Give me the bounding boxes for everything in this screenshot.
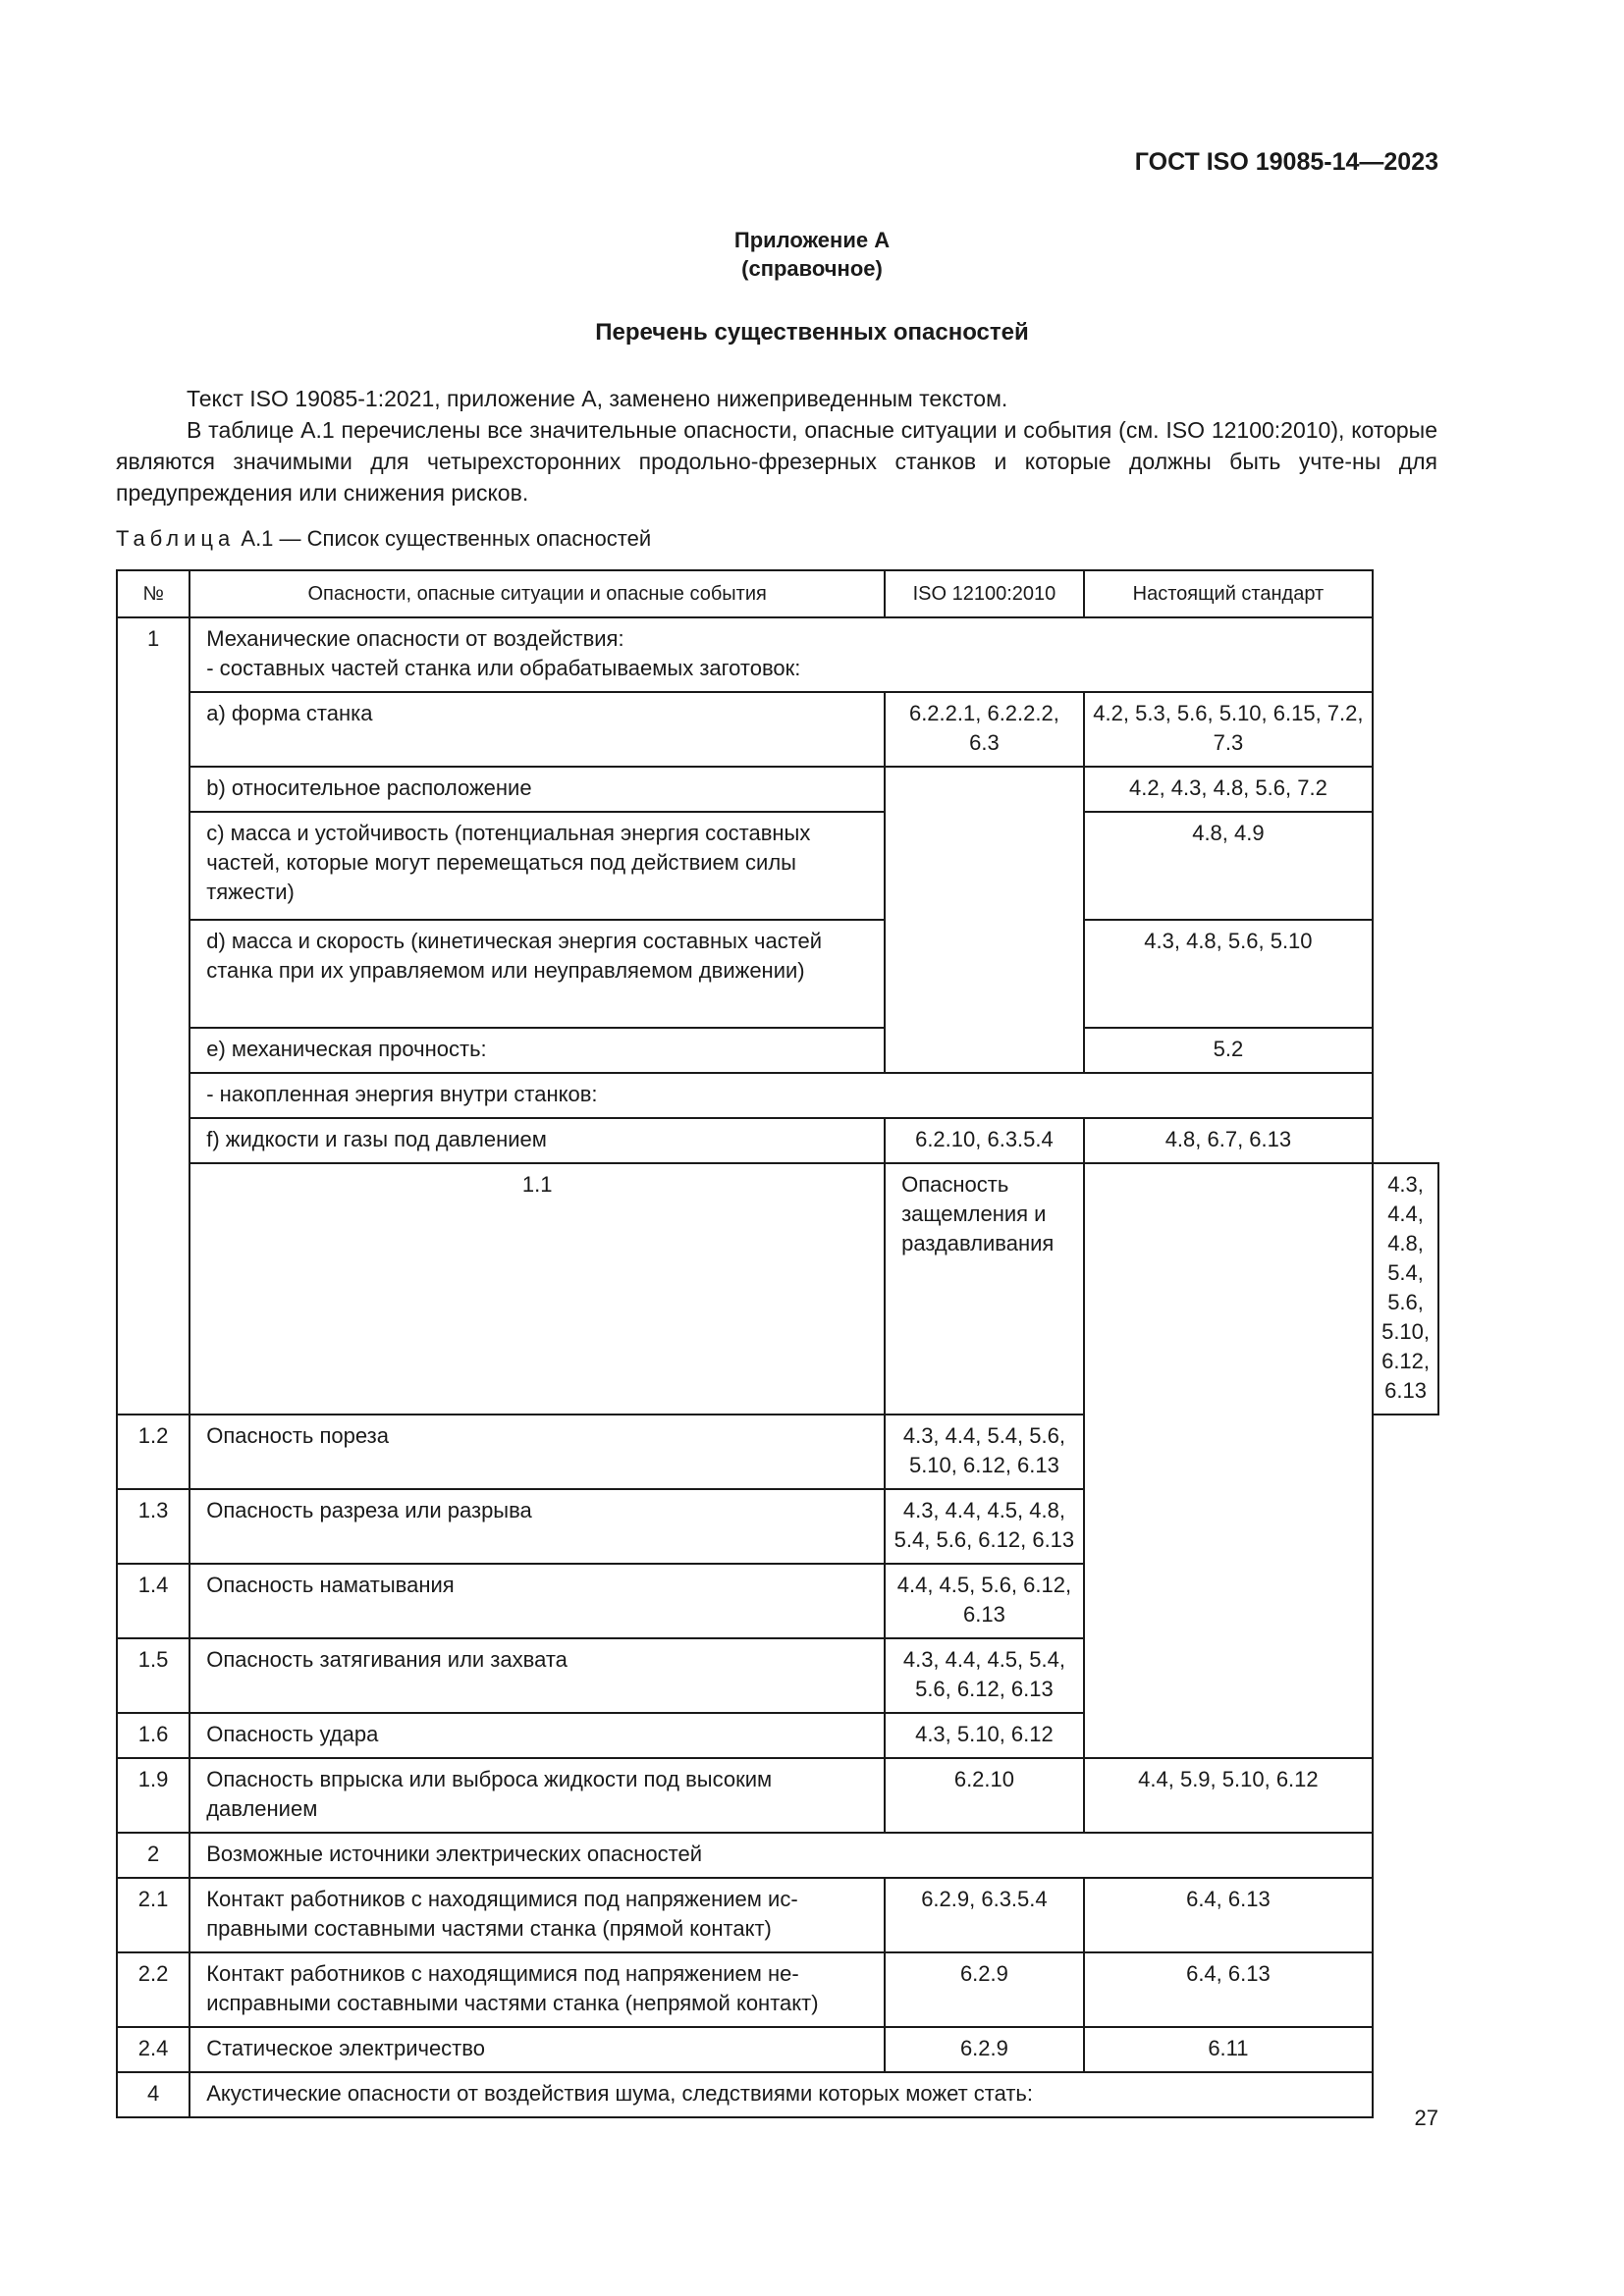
row-number: 1.3 <box>117 1489 189 1564</box>
header-no: № <box>117 570 189 617</box>
hazard-cell: Опасность затягивания или захвата <box>189 1638 885 1713</box>
hazard-cell: Опасность наматывания <box>189 1564 885 1638</box>
table-row <box>117 1758 1438 1833</box>
hazard-cell: a) форма станка <box>189 692 885 767</box>
row-number: 1.5 <box>117 1638 189 1713</box>
annex-label: Приложение А <box>733 228 891 252</box>
hazards-table <box>116 569 1439 2118</box>
hazard-cell: Контакт работников с находящимися под напряжением ис-правными составными частями станка (прямой контакт) <box>189 1878 885 1952</box>
standard-cell: 5.2 <box>1084 1028 1373 1073</box>
annex-title: Перечень существенных опасностей <box>595 319 1029 346</box>
table-row <box>117 1163 1438 1415</box>
iso-cell-empty <box>1084 1163 1373 1758</box>
row-number: 2 <box>117 1833 189 1878</box>
iso-cell: 6.2.9, 6.3.5.4 <box>885 1878 1084 1952</box>
standard-cell: 6.4, 6.13 <box>1084 1952 1373 2027</box>
table-row <box>117 1028 1438 1073</box>
table-row <box>117 767 1438 812</box>
annex-heading <box>0 226 1624 283</box>
standard-cell: 6.4, 6.13 <box>1084 1878 1373 1952</box>
standard-cell: 4.8, 6.7, 6.13 <box>1084 1118 1373 1163</box>
iso-cell: 6.2.9 <box>885 1952 1084 2027</box>
table-row <box>117 1833 1438 1878</box>
hazard-cell: Акустические опасности от воздействия шума, следствиями которых может стать: <box>189 2072 1373 2117</box>
row-number: 4 <box>117 2072 189 2117</box>
table-row <box>117 1878 1438 1952</box>
row-number: 1 <box>117 617 189 1415</box>
standard-cell: 4.3, 4.4, 4.8, 5.4, 5.6, 5.10, 6.12, 6.13 <box>1373 1163 1438 1415</box>
standard-cell: 4.3, 4.4, 4.5, 5.4, 5.6, 6.12, 6.13 <box>885 1638 1084 1713</box>
row-number: 1.2 <box>117 1415 189 1489</box>
standard-cell: 4.8, 4.9 <box>1084 812 1373 920</box>
intro-paragraph-2: В таблице А.1 перечислены все значительные опасности, опасные ситуации и события (см. ISO 12100:2010), которые являются значимыми для четырехсторонних продольно-фрезерных станков и которые должны быть учте-ны для предупреждения или снижения рисков. <box>116 417 1437 506</box>
header-standard: Настоящий стандарт <box>1084 570 1373 617</box>
annex-type: (справочное) <box>741 256 883 281</box>
row-number: 2.1 <box>117 1878 189 1952</box>
table-row <box>117 617 1438 692</box>
standard-cell: 4.3, 4.4, 4.5, 4.8, 5.4, 5.6, 6.12, 6.13 <box>885 1489 1084 1564</box>
iso-cell: 6.2.9 <box>885 2027 1084 2072</box>
table-caption-word: Таблица <box>116 526 236 551</box>
standard-cell: 4.3, 4.4, 5.4, 5.6, 5.10, 6.12, 6.13 <box>885 1415 1084 1489</box>
hazard-cell: e) механическая прочность: <box>189 1028 885 1073</box>
table-row <box>117 2072 1438 2117</box>
intro-paragraph-1: Текст ISO 19085-1:2021, приложение А, заменено нижеприведенным текстом. <box>187 386 1008 411</box>
table-row <box>117 692 1438 767</box>
hazard-cell: Контакт работников с находящимися под напряжением не-исправными составными частями станка (непрямой контакт) <box>189 1952 885 2027</box>
table-row <box>117 1073 1438 1118</box>
hazard-cell: Опасность пореза <box>189 1415 885 1489</box>
table-caption-text: А.1 — Список существенных опасностей <box>241 526 652 551</box>
header-iso: ISO 12100:2010 <box>885 570 1084 617</box>
iso-cell: 6.2.10, 6.3.5.4 <box>885 1118 1084 1163</box>
hazard-cell: Возможные источники электрических опасностей <box>189 1833 1373 1878</box>
standard-cell: 4.3, 4.8, 5.6, 5.10 <box>1084 920 1373 1028</box>
row-number: 1.9 <box>117 1758 189 1833</box>
hazard-cell: Опасность удара <box>189 1713 885 1758</box>
row-number: 1.1 <box>189 1163 885 1415</box>
header-hazard: Опасности, опасные ситуации и опасные события <box>189 570 885 617</box>
hazard-cell: b) относительное расположение <box>189 767 885 812</box>
standard-cell: 4.3, 5.10, 6.12 <box>885 1713 1084 1758</box>
row-number: 2.4 <box>117 2027 189 2072</box>
iso-cell: 6.2.10 <box>885 1758 1084 1833</box>
hazard-cell: - накопленная энергия внутри станков: <box>189 1073 1373 1118</box>
table-caption <box>116 526 651 552</box>
iso-cell-empty <box>885 767 1084 1073</box>
table-header-row <box>117 570 1438 617</box>
hazard-cell: Опасность разреза или разрыва <box>189 1489 885 1564</box>
table-row <box>117 1952 1438 2027</box>
hazard-cell: f) жидкости и газы под давлением <box>189 1118 885 1163</box>
hazard-cell: d) масса и скорость (кинетическая энергия составных частей станка при их управляемом или неуправляемом движении) <box>189 920 885 1028</box>
table-row <box>117 920 1438 1028</box>
iso-cell: 6.2.2.1, 6.2.2.2, 6.3 <box>885 692 1084 767</box>
standard-code: ГОСТ ISO 19085-14—2023 <box>1134 148 1438 176</box>
hazard-cell: Механические опасности от воздействия: - составных частей станка или обрабатываемых заготовок: <box>189 617 1373 692</box>
standard-cell: 4.4, 4.5, 5.6, 6.12, 6.13 <box>885 1564 1084 1638</box>
standard-cell: 4.4, 5.9, 5.10, 6.12 <box>1084 1758 1373 1833</box>
page-number: 27 <box>1414 2106 1438 2130</box>
row-number: 2.2 <box>117 1952 189 2027</box>
hazard-cell: Статическое электричество <box>189 2027 885 2072</box>
standard-cell: 4.2, 5.3, 5.6, 5.10, 6.15, 7.2, 7.3 <box>1084 692 1373 767</box>
table-row <box>117 812 1438 920</box>
standard-cell: 6.11 <box>1084 2027 1373 2072</box>
hazard-cell: Опасность защемления и раздавливания <box>885 1163 1084 1415</box>
standard-cell: 4.2, 4.3, 4.8, 5.6, 7.2 <box>1084 767 1373 812</box>
hazard-cell: Опасность впрыска или выброса жидкости под высоким давлением <box>189 1758 885 1833</box>
table-row <box>117 1118 1438 1163</box>
row-number: 1.4 <box>117 1564 189 1638</box>
row-number: 1.6 <box>117 1713 189 1758</box>
hazard-cell: c) масса и устойчивость (потенциальная энергия составных частей, которые могут перемещаться под действием силы тяжести) <box>189 812 885 920</box>
table-row <box>117 2027 1438 2072</box>
